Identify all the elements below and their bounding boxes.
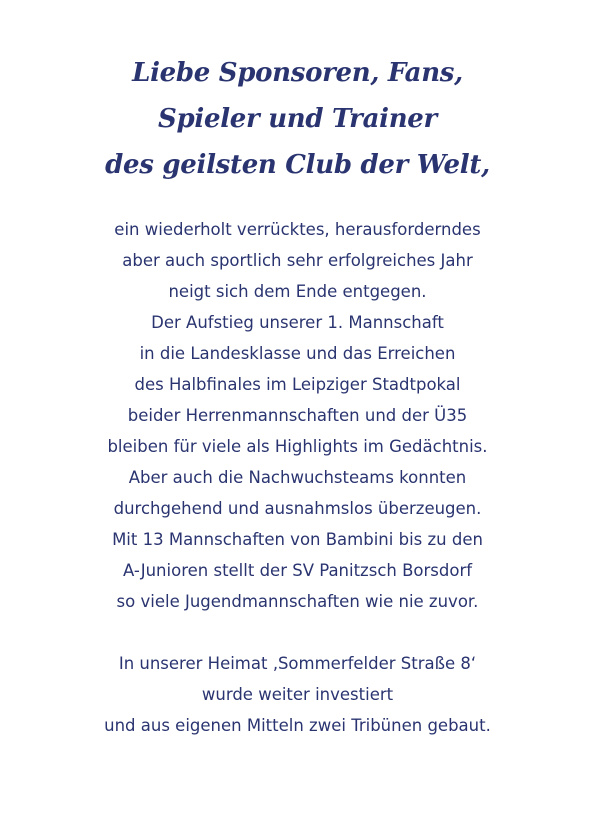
greeting-heading xyxy=(0,50,595,188)
paragraph-2-line: und aus eigenen Mitteln zwei Tribünen gebaut. xyxy=(104,716,491,735)
paragraph-1-line: bleiben für viele als Highlights im Gedächtnis. xyxy=(107,437,488,456)
paragraph-2-line: wurde weiter investiert xyxy=(201,685,394,704)
paragraph-1-line: Mit 13 Mannschaften von Bambini bis zu den xyxy=(112,530,483,549)
greeting-line-1: Liebe Sponsoren, Fans, xyxy=(132,58,463,88)
paragraph-1-line: durchgehend und ausnahmslos überzeugen. xyxy=(113,499,482,518)
paragraph-1-line: A-Junioren stellt der SV Panitzsch Borsdorf xyxy=(122,561,473,580)
greeting-line-2: Spieler und Trainer xyxy=(158,104,437,134)
paragraph-1-line: beider Herrenmannschaften und der Ü35 xyxy=(127,406,468,425)
paragraph-1-line: aber auch sportlich sehr erfolgreiches Jahr xyxy=(122,251,473,270)
paragraph-1-line: ein wiederholt verrücktes, herausforderndes xyxy=(114,220,481,239)
paragraph-1-line: Der Aufstieg unserer 1. Mannschaft xyxy=(151,313,444,332)
paragraph-1-line: neigt sich dem Ende entgegen. xyxy=(168,282,427,301)
paragraph-1-line: in die Landesklasse und das Erreichen xyxy=(139,344,456,363)
paragraph-1-line: des Halbfinales im Leipziger Stadtpokal xyxy=(134,375,461,394)
paragraph-2-line: In unserer Heimat ‚Sommerfelder Straße 8‘ xyxy=(118,654,477,673)
paragraph-1-line: so viele Jugendmannschaften wie nie zuvor. xyxy=(116,592,479,611)
letter-body xyxy=(0,214,595,741)
greeting-line-3: des geilsten Club der Welt, xyxy=(105,150,490,180)
paragraph-spacer xyxy=(0,617,595,648)
paragraph-1-line: Aber auch die Nachwuchsteams konnten xyxy=(128,468,467,487)
